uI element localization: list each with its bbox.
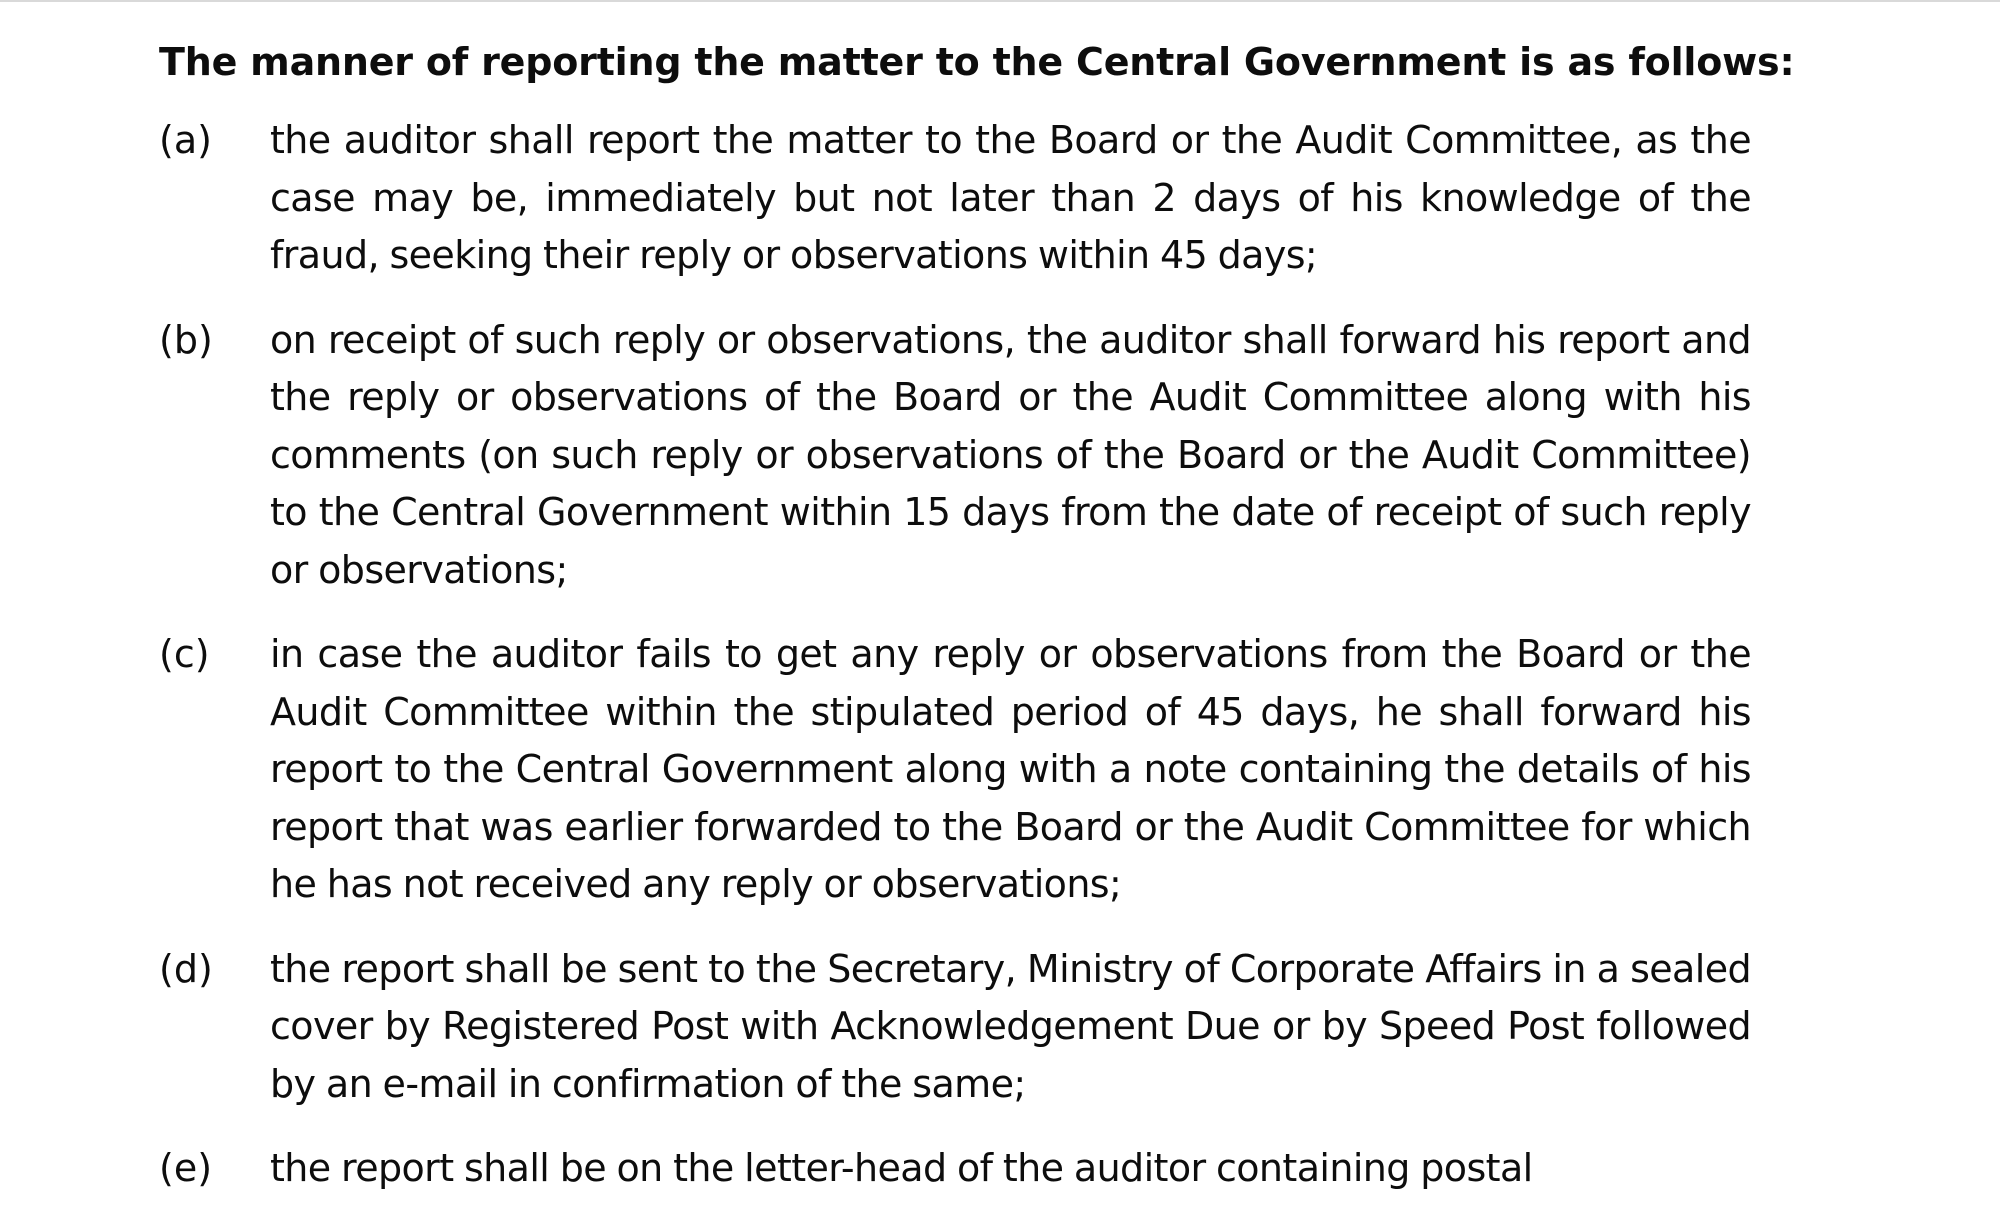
clause-text: the report shall be on the letter-head of the auditor containing postal	[270, 1146, 1533, 1190]
clause-text: in case the auditor fails to get any reply or observations from the Board or the Audit Committee within the stipulated period of 45 days, he shall forward his report to the Central Government along with a note containing the details of his report that was earlier forwarded to the Board or the Audit Committee for which he has not received any reply or observations;	[270, 632, 1751, 906]
clause-label: (c)	[159, 632, 210, 676]
clause-b	[159, 312, 1751, 600]
section-heading: The manner of reporting the matter to the Central Government is as follows:	[159, 40, 1795, 84]
clause-label: (a)	[159, 118, 212, 162]
document-body	[159, 34, 1795, 1225]
clause-e	[159, 1140, 1751, 1198]
clause-label: (d)	[159, 946, 213, 991]
clause-c	[159, 626, 1751, 914]
clause-text: the auditor shall report the matter to the Board or the Audit Committee, as the case may be, immediately but not later than 2 days of his knowledge of the fraud, seeking their reply or observations within 45 days;	[270, 118, 1751, 277]
clause-text: on receipt of such reply or observations, the auditor shall forward his report and the reply or observations of the Board or the Audit Committee along with his comments (on such reply or observations of the Board or the Audit Committee) to the Central Government within 15 days from the date of receipt of such reply or observations;	[270, 317, 1751, 592]
clause-label: (e)	[159, 1146, 213, 1190]
clause-label: (b)	[159, 317, 213, 362]
clause-d	[159, 941, 1751, 1114]
page-top-border	[0, 0, 2000, 2]
clause-a	[159, 112, 1751, 285]
clause-text: the report shall be sent to the Secretary, Ministry of Corporate Affairs in a sealed cover by Registered Post with Acknowledgement Due or by Speed Post followed by an e-mail in confirmation of the same;	[270, 946, 1751, 1106]
